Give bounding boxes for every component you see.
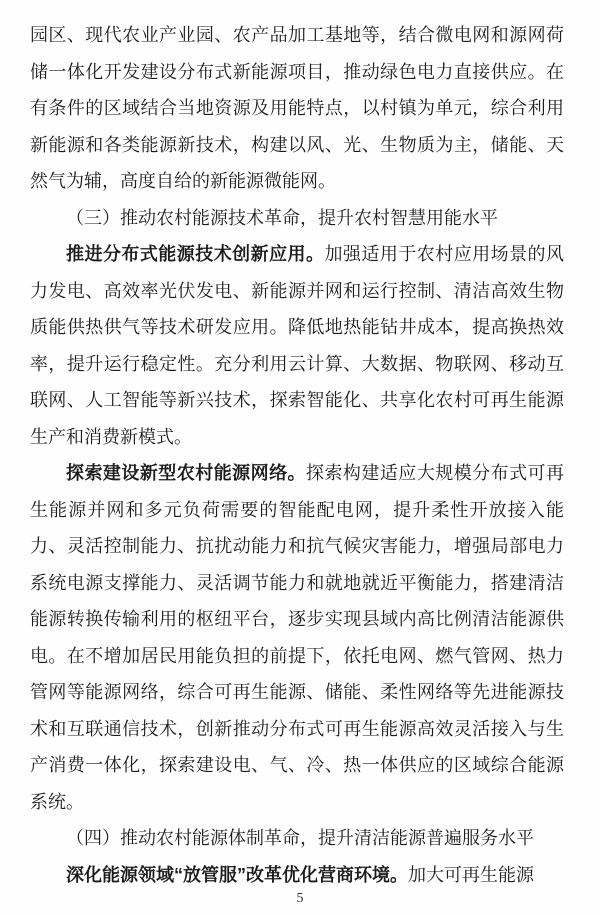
page-number: 5 — [296, 891, 304, 906]
paragraph-text: 探索构建适应大规模分布式可再生能源并网和多元负荷需要的智能配电网，提升柔性开放接入能力、灵活控制能力、抗扰动能力和抗气候灾害能力，增强局部电力系统电源支撑能力、灵活调节能力和就地就近平衡能力，搭建清洁能源转换传输利用的枢纽平台，逐步实现县域内高比例清洁能源供电。在不增加居民用能负担的前提下，依托电网、燃气管网、热力管网等能源网络，综合可再生能源、储能、柔性网络等先进能源技术和互联通信技术，创新推动分布式可再生能源高效灵活接入与生产消费一体化，探索建设电、气、冷、热一体供应的区域综合能源系统。 — [30, 463, 564, 812]
paragraph — [30, 455, 564, 820]
paragraph-bold-lead: 推进分布式能源技术创新应用。 — [66, 244, 325, 264]
section-heading-three: （三）推动农村能源技术革命，提升农村智慧用能水平 — [66, 207, 498, 228]
section-heading-four: （四）推动农村能源体制革命，提升清洁能源普遍服务水平 — [66, 828, 534, 848]
paragraph-text: 加大可再生能源 — [408, 864, 534, 885]
paragraph-continuation: 园区、现代农业产业园、农产品加工基地等，结合微电网和源网荷储一体化开发建设分布式新能源项目，推动绿色电力直接供应。在有条件的区域结合当地资源及用能特点，以村镇为单元，综合利用新能源和各类能源新技术，构建以风、光、生物质为主，储能、天然气为辅，高度自给的新能源微能网。 — [30, 25, 564, 191]
paragraph-bold-lead: 深化能源领域“放管服”改革优化营商环境。 — [66, 864, 408, 885]
paragraph — [30, 236, 564, 455]
paragraph — [30, 857, 564, 894]
paragraph-bold-lead: 探索建设新型农村能源网络。 — [66, 463, 306, 483]
paragraph-text: 加强适用于农村应用场景的风力发电、高效率光伏发电、新能源并网和运行控制、清洁高效生物质能供热供气等技术研发应用。降低地热能钻井成本，提高换热效率，提升运行稳定性。充分利用云计算、大数据、物联网、移动互联网、人工智能等新兴技术，探索智能化、共享化农村可再生能源生产和消费新模式。 — [30, 244, 565, 447]
